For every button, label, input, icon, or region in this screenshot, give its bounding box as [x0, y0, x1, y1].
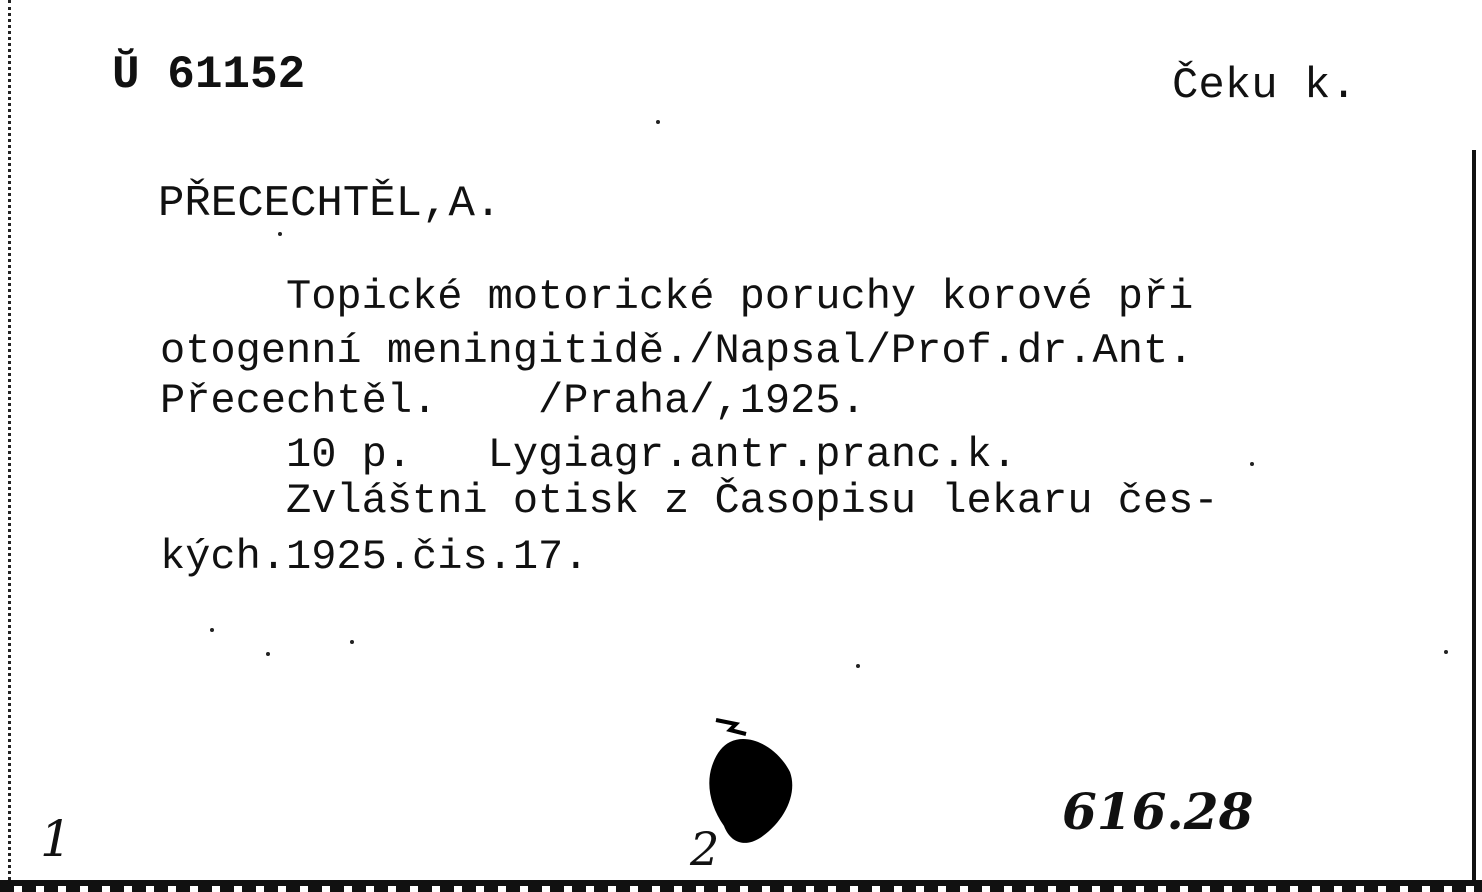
handwritten-mark-left: 1 — [40, 810, 72, 868]
location-code: Čeku k. — [1172, 61, 1357, 111]
ink-blot-icon — [700, 714, 800, 854]
description-line-2: otogenní meningitidě./Napsal/Prof.dr.Ant. — [160, 327, 1194, 375]
description-line-6: kých.1925.čis.17. — [160, 533, 589, 581]
author-heading: PŘECECHTĚL,A. — [158, 179, 502, 229]
description-line-1: Topické motorické poruchy korové při — [286, 273, 1194, 321]
handwritten-mark-mid: 2 — [690, 822, 720, 876]
description-line-3: Přecechtěl. /Praha/,1925. — [160, 377, 866, 425]
punch-hole-blot — [700, 714, 800, 854]
call-number: Ŭ 61152 — [112, 49, 306, 101]
description-line-5: Zvláštni otisk z Časopisu lekaru čes- — [286, 477, 1219, 525]
description-line-4: 10 p. Lygiagr.antr.pranc.k. — [286, 431, 1017, 479]
card-right-edge — [1472, 150, 1476, 892]
card-left-edge — [8, 0, 11, 892]
card-bottom-edge-pattern — [0, 886, 1482, 892]
classification-number: 616.28 — [1062, 782, 1254, 841]
